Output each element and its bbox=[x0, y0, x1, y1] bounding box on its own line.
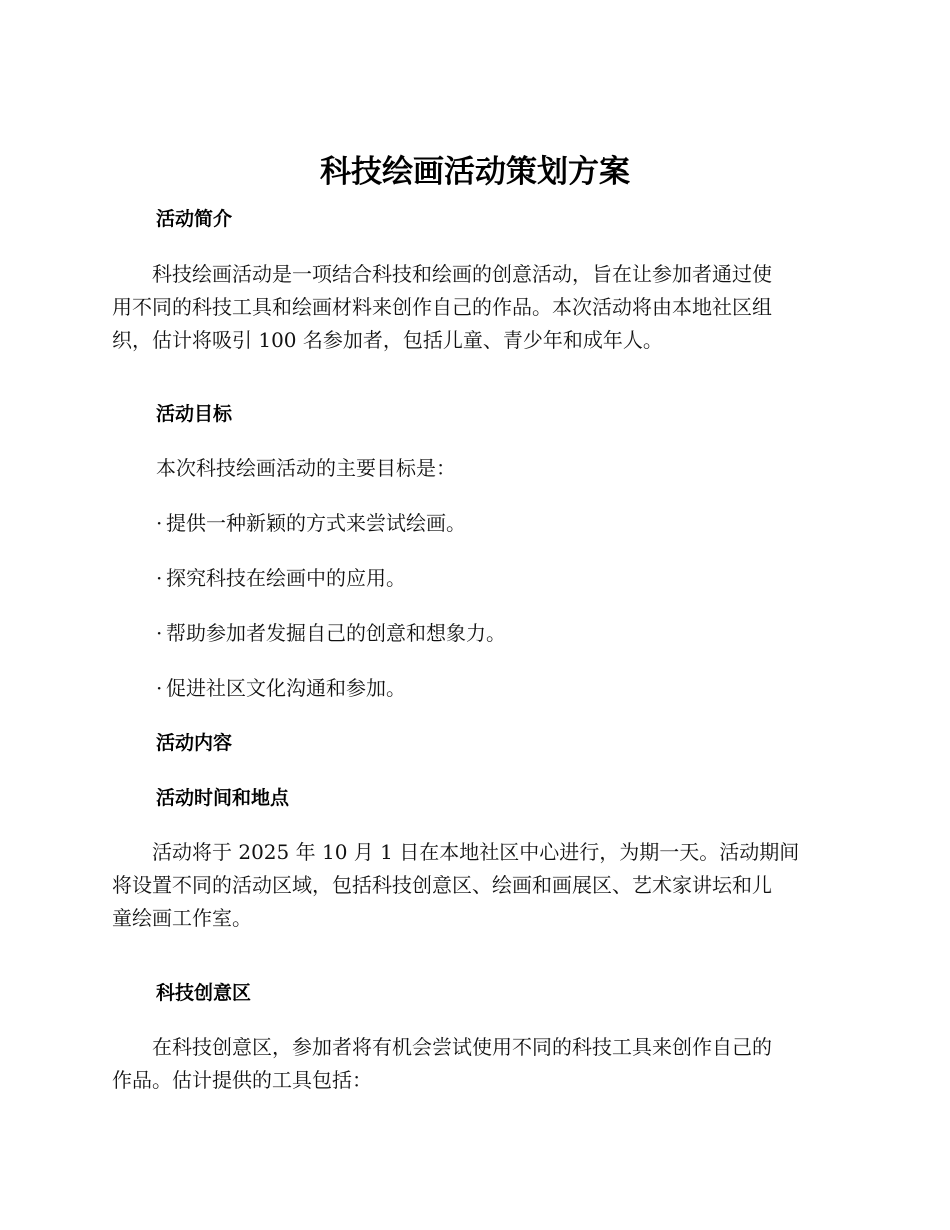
bullet-mark: · bbox=[156, 621, 163, 645]
bullet-item-text: 促进社区文化沟通和参加。 bbox=[166, 676, 406, 700]
intro-paragraph bbox=[112, 258, 832, 357]
time-place-paragraph bbox=[112, 836, 832, 935]
bullet-item-text: 帮助参加者发掘自己的创意和想象力。 bbox=[166, 621, 506, 645]
section-heading-tech-zone: 科技创意区 bbox=[156, 982, 252, 1004]
paragraph-line: 活动将于 2025 年 10 月 1 日在本地社区中心进行，为期一天。活动期间 bbox=[112, 840, 800, 864]
bullet-item-text: 探究科技在绘画中的应用。 bbox=[166, 566, 406, 590]
bullet-item bbox=[156, 564, 406, 592]
paragraph-line: 在科技创意区，参加者将有机会尝试使用不同的科技工具来创作自己的 bbox=[112, 1035, 772, 1059]
bullet-mark: · bbox=[156, 566, 163, 590]
paragraph-line: 作品。估计提供的工具包括： bbox=[112, 1068, 372, 1092]
paragraph-line: 童绘画工作室。 bbox=[112, 906, 252, 930]
bullet-mark: · bbox=[156, 676, 163, 700]
section-heading-goals: 活动目标 bbox=[156, 403, 233, 425]
section-heading-time-place: 活动时间和地点 bbox=[156, 787, 290, 809]
section-heading-intro: 活动简介 bbox=[156, 208, 233, 230]
bullet-mark: · bbox=[156, 511, 163, 535]
paragraph-line: 用不同的科技工具和绘画材料来创作自己的作品。本次活动将由本地社区组 bbox=[112, 295, 772, 319]
paragraph-line: 织，估计将吸引 100 名参加者，包括儿童、青少年和成年人。 bbox=[112, 328, 663, 352]
bullet-item-text: 提供一种新颖的方式来尝试绘画。 bbox=[166, 511, 466, 535]
bullet-item bbox=[156, 674, 406, 702]
bullet-item bbox=[156, 509, 466, 537]
document-title: 科技绘画活动策划方案 bbox=[320, 154, 630, 190]
paragraph-line: 将设置不同的活动区域，包括科技创意区、绘画和画展区、艺术家讲坛和儿 bbox=[112, 873, 772, 897]
section-heading-content: 活动内容 bbox=[156, 732, 233, 754]
bullet-item bbox=[156, 619, 506, 647]
tech-zone-paragraph bbox=[112, 1031, 832, 1097]
paragraph-line: 科技绘画活动是一项结合科技和绘画的创意活动，旨在让参加者通过使 bbox=[112, 262, 772, 286]
goals-lead-text: 本次科技绘画活动的主要目标是： bbox=[156, 456, 456, 480]
